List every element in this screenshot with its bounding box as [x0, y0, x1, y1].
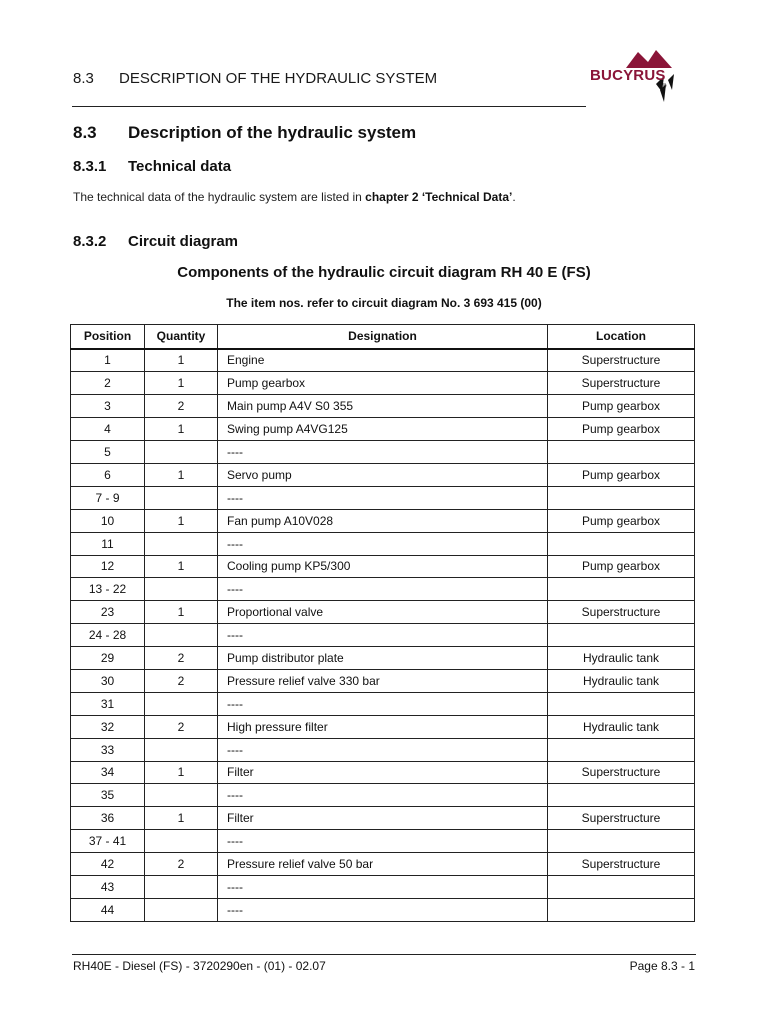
cell-designation: Fan pump A10V028: [218, 509, 548, 532]
cell-quantity: 1: [145, 463, 218, 486]
cell-location: [548, 578, 695, 601]
cell-location: [548, 875, 695, 898]
cell-quantity: 2: [145, 669, 218, 692]
table-row: [71, 418, 695, 441]
column-header-location: Location: [548, 325, 695, 349]
cell-position: 37 - 41: [71, 830, 145, 853]
footer-rule: [72, 954, 696, 955]
cell-quantity: 1: [145, 509, 218, 532]
cell-position: 30: [71, 669, 145, 692]
table-row: [71, 624, 695, 647]
chapter-reference: chapter 2 ‘Technical Data’: [365, 190, 513, 204]
cell-designation: ----: [218, 830, 548, 853]
cell-quantity: 2: [145, 715, 218, 738]
cell-quantity: [145, 624, 218, 647]
cell-designation: ----: [218, 624, 548, 647]
cell-location: [548, 784, 695, 807]
cell-quantity: 1: [145, 761, 218, 784]
circuit-diagram-title: Circuit diagram: [128, 233, 239, 250]
cell-location: [548, 532, 695, 555]
cell-designation: ----: [218, 578, 548, 601]
table-row: [71, 578, 695, 601]
cell-quantity: [145, 532, 218, 555]
header-rule: [72, 106, 586, 107]
cell-position: 35: [71, 784, 145, 807]
cell-quantity: 1: [145, 601, 218, 624]
table-caption: Components of the hydraulic circuit diagram RH 40 E (FS): [177, 264, 591, 281]
cell-quantity: 2: [145, 395, 218, 418]
cell-designation: Cooling pump KP5/300: [218, 555, 548, 578]
cell-location: Pump gearbox: [548, 509, 695, 532]
logo-wordmark: BUCYRUS: [590, 67, 666, 84]
table-row: [71, 715, 695, 738]
table-row: [71, 807, 695, 830]
table-row: [71, 875, 695, 898]
table-body: [71, 349, 695, 922]
table-row: [71, 349, 695, 372]
cell-position: 36: [71, 807, 145, 830]
cell-designation: Filter: [218, 807, 548, 830]
column-header-position: Position: [71, 325, 145, 349]
components-table: [70, 324, 695, 922]
bucyrus-logo: [588, 46, 690, 108]
registered-mark: ®: [662, 84, 667, 90]
table-row: [71, 372, 695, 395]
table-row: [71, 784, 695, 807]
cell-designation: ----: [218, 784, 548, 807]
column-header-quantity: Quantity: [145, 325, 218, 349]
cell-quantity: 1: [145, 807, 218, 830]
cell-quantity: [145, 830, 218, 853]
cell-location: Superstructure: [548, 807, 695, 830]
cell-designation: Swing pump A4VG125: [218, 418, 548, 441]
cell-position: 5: [71, 441, 145, 464]
technical-data-number: 8.3.1: [73, 158, 107, 175]
cell-quantity: [145, 898, 218, 921]
cell-location: [548, 898, 695, 921]
cell-quantity: 1: [145, 372, 218, 395]
cell-location: Hydraulic tank: [548, 715, 695, 738]
cell-designation: ----: [218, 898, 548, 921]
cell-position: 12: [71, 555, 145, 578]
table-row: [71, 441, 695, 464]
section-heading: [73, 123, 416, 143]
cell-position: 34: [71, 761, 145, 784]
cell-designation: ----: [218, 441, 548, 464]
cell-designation: Pressure relief valve 330 bar: [218, 669, 548, 692]
cell-location: Superstructure: [548, 372, 695, 395]
cell-position: 3: [71, 395, 145, 418]
cell-quantity: 1: [145, 555, 218, 578]
cell-position: 4: [71, 418, 145, 441]
footer-document-id: RH40E - Diesel (FS) - 3720290en - (01) - 02.07: [73, 959, 326, 973]
table-subcaption: The item nos. refer to circuit diagram No. 3 693 415 (00): [226, 296, 542, 310]
table-row: [71, 532, 695, 555]
cell-location: [548, 624, 695, 647]
cell-designation: Proportional valve: [218, 601, 548, 624]
cell-location: [548, 486, 695, 509]
cell-position: 23: [71, 601, 145, 624]
cell-designation: Servo pump: [218, 463, 548, 486]
table-row: [71, 898, 695, 921]
table-row: [71, 486, 695, 509]
cell-quantity: [145, 738, 218, 761]
cell-designation: ----: [218, 738, 548, 761]
cell-designation: Filter: [218, 761, 548, 784]
table-row: [71, 647, 695, 670]
cell-quantity: 2: [145, 647, 218, 670]
cell-location: Superstructure: [548, 601, 695, 624]
cell-location: Pump gearbox: [548, 418, 695, 441]
cell-quantity: 1: [145, 418, 218, 441]
cell-position: 1: [71, 349, 145, 372]
cell-position: 10: [71, 509, 145, 532]
table-row: [71, 692, 695, 715]
cell-location: Pump gearbox: [548, 395, 695, 418]
cell-location: Superstructure: [548, 761, 695, 784]
table-row: [71, 830, 695, 853]
cell-position: 2: [71, 372, 145, 395]
cell-designation: Engine: [218, 349, 548, 372]
cell-location: [548, 692, 695, 715]
cell-position: 33: [71, 738, 145, 761]
cell-designation: Pump gearbox: [218, 372, 548, 395]
cell-location: Hydraulic tank: [548, 669, 695, 692]
running-header-number: 8.3: [73, 70, 94, 87]
table-row: [71, 555, 695, 578]
cell-designation: Pump distributor plate: [218, 647, 548, 670]
cell-position: 44: [71, 898, 145, 921]
cell-location: [548, 830, 695, 853]
cell-designation: ----: [218, 875, 548, 898]
table-row: [71, 601, 695, 624]
cell-quantity: [145, 486, 218, 509]
cell-position: 43: [71, 875, 145, 898]
table-row: [71, 509, 695, 532]
cell-designation: ----: [218, 692, 548, 715]
circuit-diagram-number: 8.3.2: [73, 233, 107, 250]
cell-position: 13 - 22: [71, 578, 145, 601]
cell-quantity: [145, 784, 218, 807]
cell-position: 24 - 28: [71, 624, 145, 647]
cell-designation: Pressure relief valve 50 bar: [218, 853, 548, 876]
cell-location: Pump gearbox: [548, 463, 695, 486]
cell-location: Pump gearbox: [548, 555, 695, 578]
cell-designation: High pressure filter: [218, 715, 548, 738]
cell-quantity: [145, 441, 218, 464]
table-row: [71, 761, 695, 784]
cell-designation: ----: [218, 532, 548, 555]
cell-position: 32: [71, 715, 145, 738]
cell-designation: Main pump A4V S0 355: [218, 395, 548, 418]
technical-data-paragraph: [73, 190, 516, 204]
cell-quantity: [145, 578, 218, 601]
table-row: [71, 463, 695, 486]
cell-location: [548, 441, 695, 464]
section-number: 8.3: [73, 123, 97, 142]
cell-location: Hydraulic tank: [548, 647, 695, 670]
circuit-diagram-heading: [73, 233, 238, 250]
cell-position: 31: [71, 692, 145, 715]
table-row: [71, 669, 695, 692]
cell-position: 6: [71, 463, 145, 486]
paragraph-end: .: [512, 190, 516, 204]
cell-location: [548, 738, 695, 761]
table-row: [71, 395, 695, 418]
cell-quantity: 1: [145, 349, 218, 372]
column-header-designation: Designation: [218, 325, 548, 349]
table-header-row: [71, 325, 695, 349]
paragraph-text: The technical data of the hydraulic system are listed in: [73, 190, 366, 204]
cell-quantity: 2: [145, 853, 218, 876]
cell-quantity: [145, 692, 218, 715]
cell-position: 29: [71, 647, 145, 670]
cell-position: 42: [71, 853, 145, 876]
running-header-title: DESCRIPTION OF THE HYDRAULIC SYSTEM: [119, 70, 438, 87]
cell-designation: ----: [218, 486, 548, 509]
technical-data-heading: [73, 158, 231, 175]
cell-location: Superstructure: [548, 349, 695, 372]
table-row: [71, 853, 695, 876]
cell-position: 11: [71, 532, 145, 555]
cell-position: 7 - 9: [71, 486, 145, 509]
cell-location: Superstructure: [548, 853, 695, 876]
running-header: [73, 70, 437, 87]
cell-quantity: [145, 875, 218, 898]
table-row: [71, 738, 695, 761]
section-title: Description of the hydraulic system: [128, 123, 417, 142]
footer-page-number: Page 8.3 - 1: [629, 959, 695, 973]
technical-data-title: Technical data: [128, 158, 232, 175]
